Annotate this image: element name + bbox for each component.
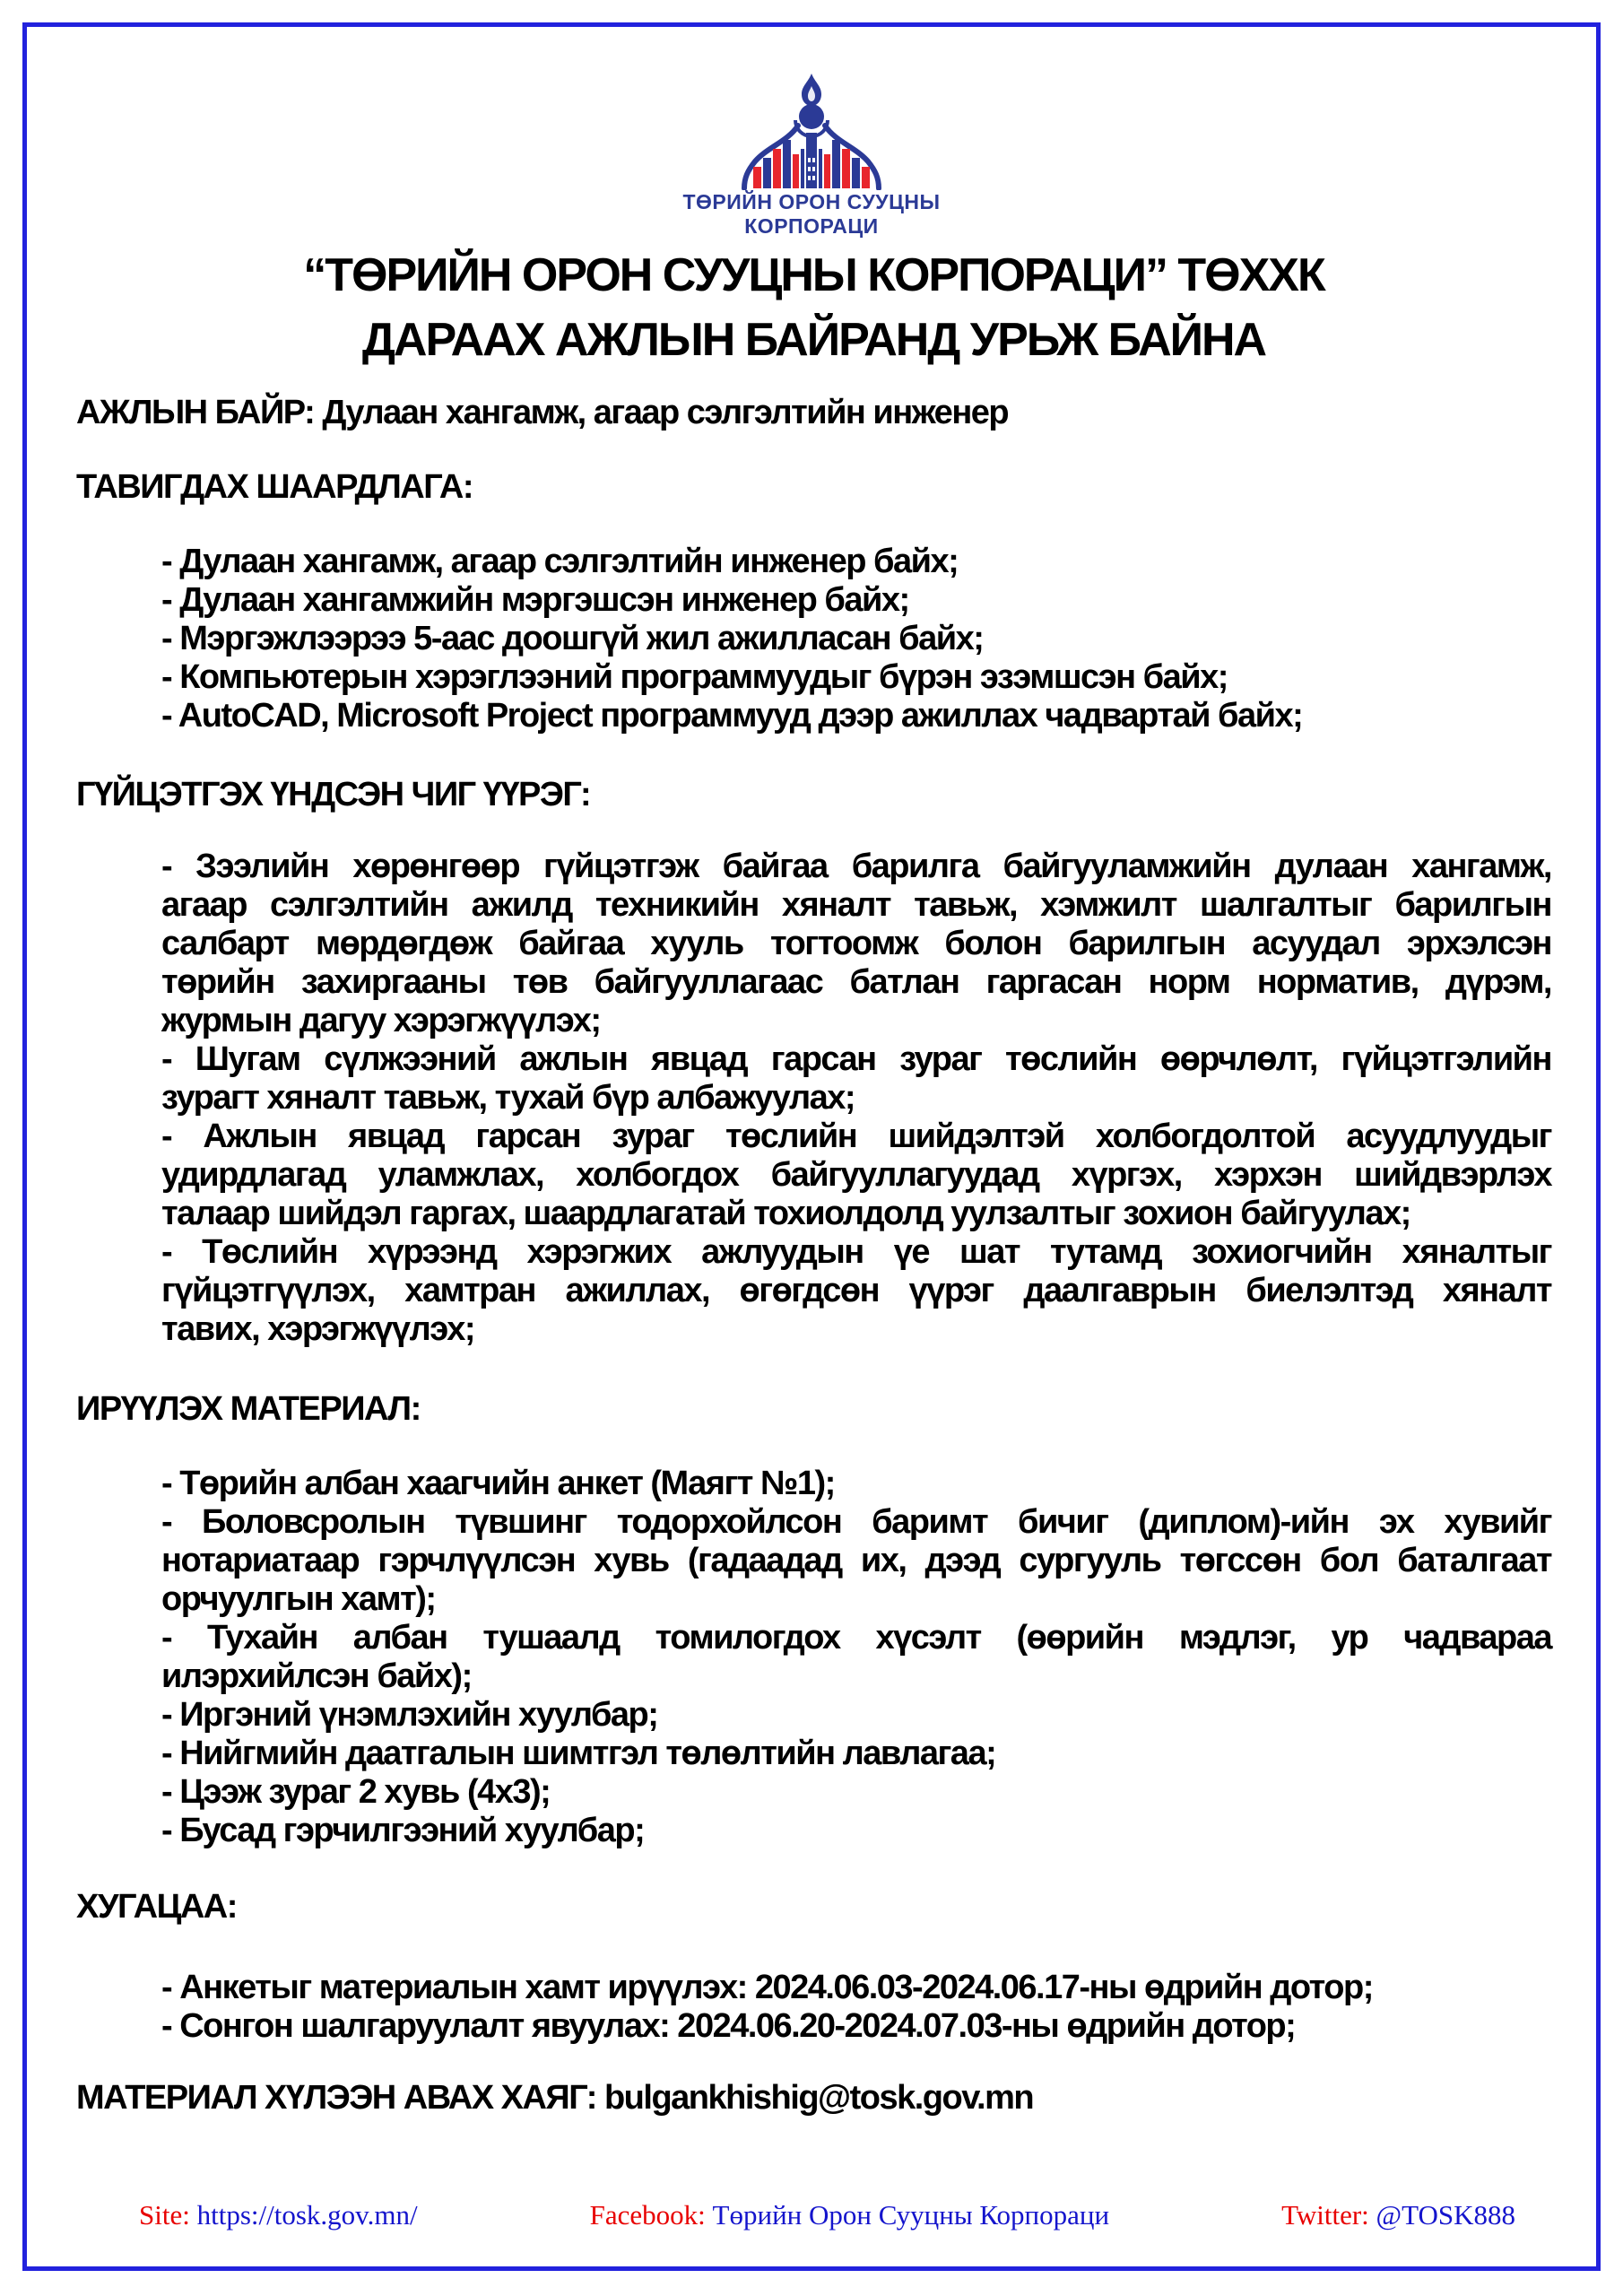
site-label: Site: [139, 2199, 190, 2231]
item-line: - Иргэний үнэмлэхийн хуулбар; [161, 1696, 658, 1734]
item-line: гүйцэтгүүлэх, хамтран ажиллах, өгөгдсөн үүрэг даалгаврын биелэлтэд хяналт [161, 1272, 1551, 1309]
section-requirements [76, 468, 1551, 735]
list-item [161, 2007, 1551, 2046]
section-duties [76, 776, 1551, 1349]
list-item [161, 848, 1551, 1040]
section-heading: ГҮЙЦЭТГЭХ ҮНДСЭН ЧИГ ҮҮРЭГ: [76, 776, 591, 813]
list-item [161, 1969, 1551, 2007]
list-item [161, 1696, 1551, 1735]
item-line: - Тухайн албан тушаалд томилогдох хүсэлт (өөрийн мэдлэг, ур чадвараа [161, 1619, 1551, 1657]
twitter-label: Twitter: [1281, 2199, 1369, 2231]
duties-list [161, 848, 1551, 1349]
list-item [161, 1118, 1551, 1233]
list-item [161, 1465, 1551, 1503]
item-line: - Дулаан хангамж, агаар сэлгэлтийн инженер байх; [161, 543, 959, 580]
list-item [161, 1735, 1551, 1773]
title-line2: ДАРААХ АЖЛЫН БАЙРАНД УРЬЖ БАЙНА [361, 314, 1266, 366]
deadline-list [161, 1969, 1551, 2046]
document-title [76, 243, 1551, 372]
org-logo [27, 74, 1596, 239]
submission-email[interactable]: bulgankhishig@tosk.gov.mn [603, 2079, 1034, 2117]
section-deadline [76, 1888, 1551, 2046]
item-line: тавих, хэрэгжүүлэх; [161, 1310, 474, 1348]
materials-list [161, 1465, 1551, 1850]
list-item [161, 1812, 1551, 1850]
list-item [161, 697, 1551, 735]
job-position-line [76, 394, 1551, 432]
section-heading: ИРҮҮЛЭХ МАТЕРИАЛ: [76, 1390, 421, 1428]
item-line: - Мэргэжлээрээ 5-аас доошгүй жил ажилласан байх; [161, 620, 984, 657]
section-heading: ТАВИГДАХ ШААРДЛАГА: [76, 468, 473, 506]
item-line: - Төрийн албан хаагчийн анкет (Маягт №1); [161, 1465, 835, 1502]
job-position-value: Дулаан хангамж, агаар сэлгэлтийн инженер [322, 394, 1009, 431]
org-logo-graphic [735, 74, 888, 190]
footer-twitter [1281, 2199, 1515, 2231]
item-line: - Бусад гэрчилгээний хуулбар; [161, 1812, 645, 1849]
section-heading: ХУГАЦАА: [76, 1888, 237, 1926]
document-body [27, 243, 1596, 2118]
item-line: - Компьютерын хэрэглээний программуудыг бүрэн эзэмшсэн байх; [161, 658, 1228, 696]
item-line: төрийн захиргааны төв байгууллагаас батлан гаргасан норм норматив, дүрэм, [161, 963, 1551, 1001]
list-item [161, 1040, 1551, 1118]
item-line: - Шугам сүлжээний ажлын явцад гарсан зураг төслийн өөрчлөлт, гүйцэтгэлийн [161, 1040, 1551, 1078]
submission-address-label: МАТЕРИАЛ ХҮЛЭЭН АВАХ ХАЯГ: [76, 2079, 596, 2117]
item-line: - Нийгмийн даатгалын шимтгэл төлөлтийн лавлагаа; [161, 1735, 996, 1772]
item-line: салбарт мөрдөгдөж байгаа хууль тогтоомж болон барилгын асуудал эрхэлсэн [161, 925, 1551, 962]
facebook-link[interactable]: Төрийн Орон Сууцны Корпораци [712, 2199, 1110, 2231]
facebook-label: Facebook: [589, 2199, 706, 2231]
item-line: талаар шийдэл гаргах, шаардлагатай тохиолдолд уулзалтыг зохион байгуулах; [161, 1195, 1410, 1232]
item-line: - AutoCAD, Microsoft Project программууд дээр ажиллах чадвартай байх; [161, 697, 1303, 735]
site-link[interactable]: https://tosk.gov.mn/ [196, 2199, 418, 2231]
item-line: журмын дагуу хэрэгжүүлэх; [161, 1002, 601, 1039]
org-logo-caption-line1: ТӨРИЙН ОРОН СУУЦНЫ [682, 190, 941, 213]
title-line1: “ТӨРИЙН ОРОН СУУЦНЫ КОРПОРАЦИ” ТӨХХК [303, 249, 1324, 301]
item-line: орчуулгын хамт); [161, 1580, 436, 1618]
item-line: - Дулаан хангамжийн мэргэшсэн инженер байх; [161, 581, 909, 619]
job-position-label: АЖЛЫН БАЙР: [76, 394, 315, 431]
page-border-frame [22, 22, 1601, 2271]
list-item [161, 1503, 1551, 1619]
item-line: - Ажлын явцад гарсан зураг төслийн шийдэлтэй холбогдолтой асуудлуудыг [161, 1118, 1551, 1155]
requirements-list [161, 543, 1551, 735]
org-logo-caption-line2: КОРПОРАЦИ [744, 214, 879, 238]
item-line: - Сонгон шалгаруулалт явуулах: 2024.06.20-2024.07.03-ны өдрийн дотор; [161, 2007, 1296, 2045]
item-line: нотариатаар гэрчлүүлсэн хувь (гадаадад их, дээд сургууль төгссөн бол баталгаат [161, 1542, 1551, 1579]
item-line: удирдлагад уламжлах, холбогдох байгууллагуудад хүргэх, хэрхэн шийдвэрлэх [161, 1156, 1551, 1194]
item-line: илэрхийлсэн байх); [161, 1657, 472, 1695]
item-line: агаар сэлгэлтийн ажилд техникийн хяналт тавьж, хэмжилт шалгалтыг барилгын [161, 886, 1551, 924]
section-materials [76, 1390, 1551, 1850]
submission-address-line [76, 2079, 1551, 2118]
footer-site [139, 2199, 418, 2231]
footer-facebook [590, 2199, 1109, 2231]
item-line: - Төслийн хүрээнд хэрэгжих ажлуудын үе шат тутамд зохиогчийн хяналтыг [161, 1233, 1551, 1271]
tower-icon [806, 133, 817, 188]
twitter-handle[interactable]: @TOSK888 [1376, 2199, 1515, 2231]
list-item [161, 1619, 1551, 1696]
item-line: - Анкетыг материалын хамт ирүүлэх: 2024.06.03-2024.06.17-ны өдрийн дотор; [161, 1969, 1373, 2006]
list-item [161, 658, 1551, 697]
item-line: - Боловсролын түвшинг тодорхойлсон баримт бичиг (диплом)-ийн эх хувийг [161, 1503, 1551, 1541]
sun-icon [799, 104, 824, 129]
item-line: - Зээлийн хөрөнгөөр гүйцэтгэж байгаа барилга байгууламжийн дулаан хангамж, [161, 848, 1551, 885]
list-item [161, 620, 1551, 658]
footer [27, 2199, 1596, 2231]
list-item [161, 581, 1551, 620]
item-line: - Цээж зураг 2 хувь (4х3); [161, 1773, 551, 1811]
list-item [161, 1233, 1551, 1349]
list-item [161, 543, 1551, 581]
list-item [161, 1773, 1551, 1812]
item-line: зурагт хяналт тавьж, тухай бүр албажуулах; [161, 1079, 855, 1117]
